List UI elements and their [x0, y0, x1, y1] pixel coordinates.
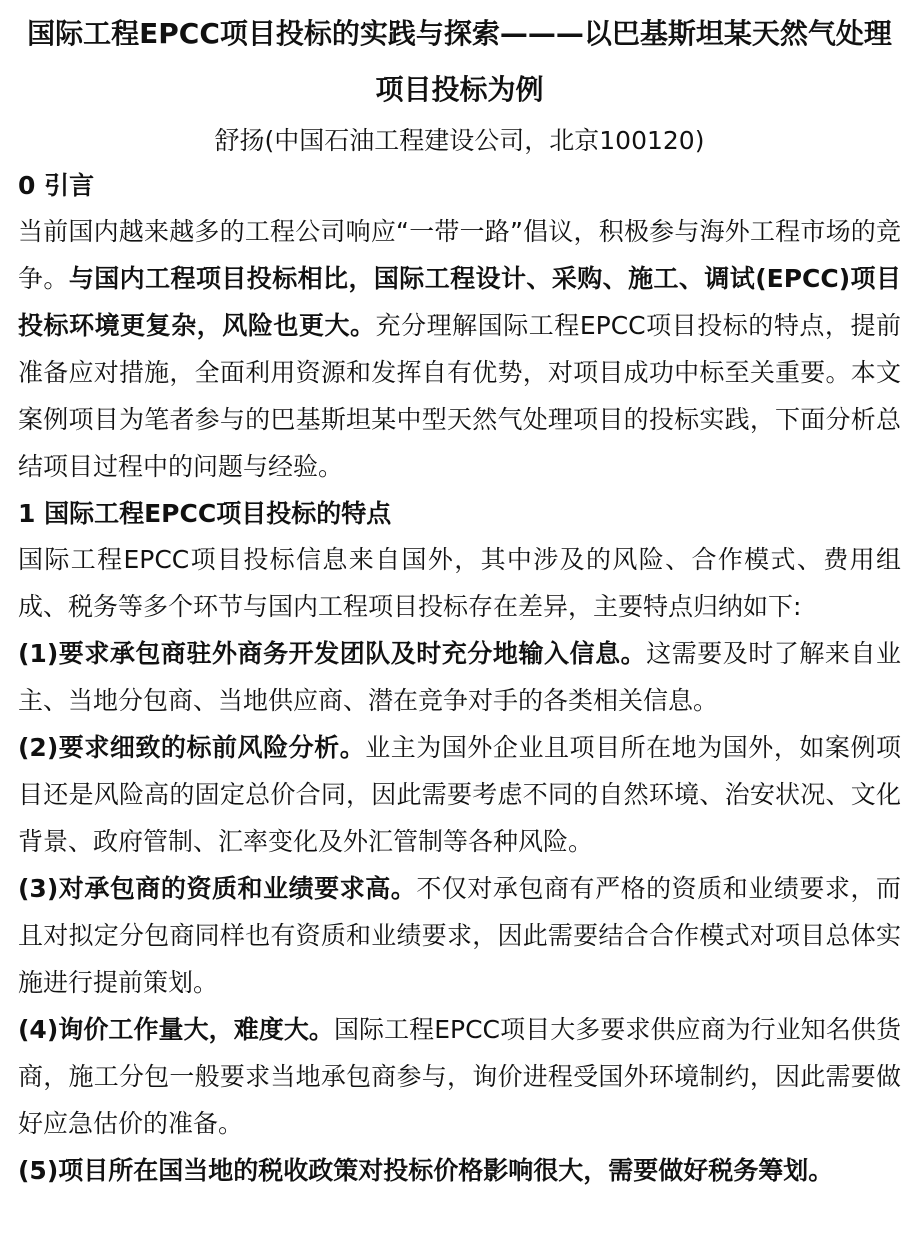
list-item [18, 865, 901, 1006]
list-item [18, 1006, 901, 1147]
paragraph-bold-text: 与国内工程项目投标相比，国际工程设计、采购、施工、调试(EPCC)项目投标环境更复杂，风险也更大。 [18, 264, 901, 340]
section-heading-introduction: 0 引言 [18, 171, 95, 200]
list-item-bold: (5)项目所在国当地的税收政策对投标价格影响很大，需要做好税务筹划。 [18, 1156, 834, 1185]
page-title: 国际工程EPCC项目投标的实践与探索———以巴基斯坦某天然气处理项目投标为例 [27, 17, 892, 106]
list-item-text: 业主为国外企业且项目所在地为国外，如案例项目还是风险高的固定总价合同，因此需要考虑不同的自然环境、治安状况、文化背景、政府管制、汇率变化及外汇管制等各种风险。 [18, 733, 901, 856]
list-item [18, 724, 901, 865]
list-item-text: 国际工程EPCC项目大多要求供应商为行业知名供货商，施工分包一般要求当地承包商参与，询价进程受国外环境制约，因此需要做好应急估价的准备。 [18, 1015, 901, 1138]
list-item [18, 1147, 901, 1194]
list-item-bold: (2)要求细致的标前风险分析。 [18, 733, 366, 762]
list-item-bold: (3)对承包商的资质和业绩要求高。 [18, 874, 417, 903]
list-item-text: 这需要及时了解来自业主、当地分包商、当地供应商、潜在竞争对手的各类相关信息。 [18, 639, 901, 715]
list-item-bold: (4)询价工作量大，难度大。 [18, 1015, 334, 1044]
section-heading-features: 1 国际工程EPCC项目投标的特点 [18, 499, 392, 528]
paragraph-text: 充分理解国际工程EPCC项目投标的特点，提前准备应对措施，全面利用资源和发挥自有优势，对项目成功中标至关重要。本文案例项目为笔者参与的巴基斯坦某中型天然气处理项目的投标实践，下面分析总结项目过程中的问题与经验。 [18, 311, 901, 481]
features-intro-paragraph: 国际工程EPCC项目投标信息来自国外，其中涉及的风险、合作模式、费用组成、税务等多个环节与国内工程项目投标存在差异，主要特点归纳如下: [18, 545, 901, 621]
author-line: 舒扬(中国石油工程建设公司，北京100120) [214, 126, 705, 155]
list-item [18, 630, 901, 724]
list-item-bold: (1)要求承包商驻外商务开发团队及时充分地输入信息。 [18, 639, 647, 668]
list-item-text: 不仅对承包商有严格的资质和业绩要求，而且对拟定分包商同样也有资质和业绩要求，因此需要结合合作模式对项目总体实施进行提前策划。 [18, 874, 901, 997]
introduction-paragraph [18, 208, 901, 490]
paragraph-text: 当前国内越来越多的工程公司响应“一带一路”倡议，积极参与海外工程市场的竞争。 [18, 217, 901, 293]
